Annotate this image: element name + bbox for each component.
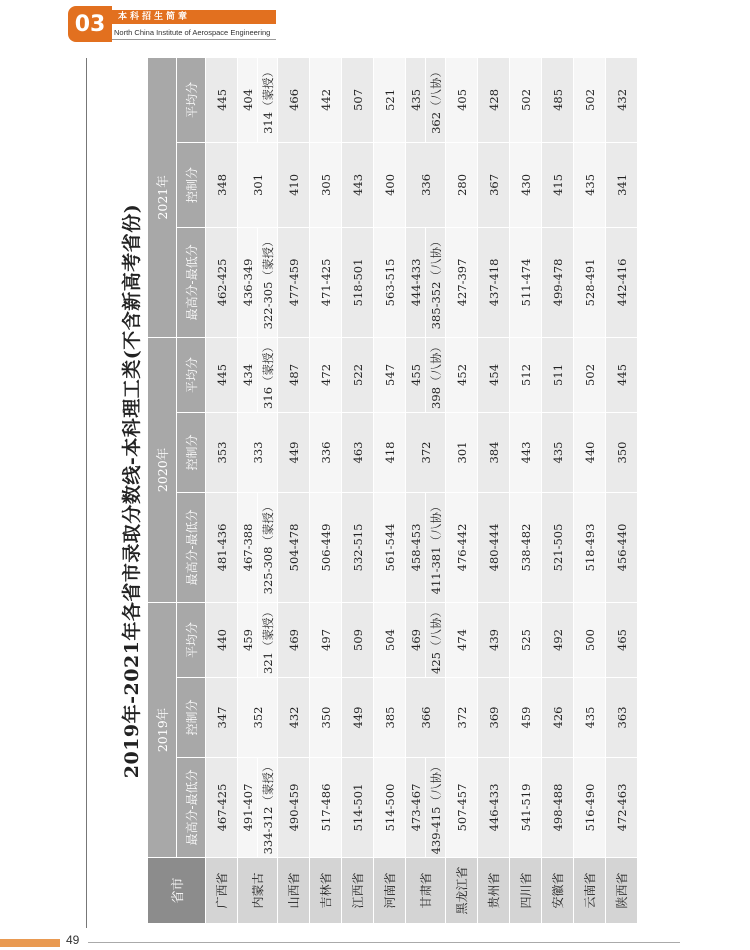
admission-score-table (147, 57, 638, 924)
score-range-cell: 436-349 (238, 227, 258, 337)
average-score-cell: 459 (510, 678, 542, 758)
section-title: 本科招生简章 (112, 10, 276, 24)
score-range-cell: 325-308（蒙授） (258, 492, 278, 602)
average-score-cell: 469 (406, 602, 426, 677)
province-cell: 安徽省 (542, 858, 574, 924)
average-score-cell: 434 (238, 337, 258, 412)
score-range-cell: 481-436 (206, 492, 238, 602)
province-cell: 江西省 (342, 858, 374, 924)
margin-rule (86, 58, 87, 928)
average-score-cell: 507 (342, 57, 374, 142)
average-score-cell: 445 (206, 337, 238, 412)
score-range-cell: 498-488 (542, 758, 574, 858)
average-score-cell: 400 (374, 142, 406, 227)
average-score-cell: 455 (406, 337, 426, 412)
average-score-cell: 497 (310, 602, 342, 677)
score-range-cell: 518-493 (574, 492, 606, 602)
average-score-cell: 418 (374, 412, 406, 492)
average-score-cell: 512 (510, 337, 542, 412)
average-score-cell: 405 (446, 57, 478, 142)
average-score-cell: 439 (478, 602, 510, 677)
average-score-cell: 432 (606, 57, 638, 142)
header-divider (112, 39, 276, 40)
score-range-cell: 477-459 (278, 227, 310, 337)
province-cell: 河南省 (374, 858, 406, 924)
control-score-cell: 352 (238, 678, 278, 758)
average-score-cell: 466 (278, 57, 310, 142)
score-range-cell: 437-418 (478, 227, 510, 337)
average-score-cell: 487 (278, 337, 310, 412)
average-score-cell: 350 (310, 678, 342, 758)
score-range-cell: 476-442 (446, 492, 478, 602)
subheader-average: 平均分 (177, 57, 206, 142)
score-range-cell: 322-305（蒙授） (258, 227, 278, 337)
average-score-cell: 445 (606, 337, 638, 412)
average-score-cell: 415 (542, 142, 574, 227)
score-range-cell: 467-425 (206, 758, 238, 858)
average-score-cell: 463 (342, 412, 374, 492)
average-score-cell: 492 (542, 602, 574, 677)
average-score-cell: 435 (574, 678, 606, 758)
table-row (206, 57, 238, 923)
subheader-range: 最高分-最低分 (177, 492, 206, 602)
score-range-cell: 471-425 (310, 227, 342, 337)
score-range-cell: 458-453 (406, 492, 426, 602)
average-score-cell: 316（蒙授） (258, 337, 278, 412)
average-score-cell: 426 (542, 678, 574, 758)
average-score-cell: 372 (446, 678, 478, 758)
average-score-cell: 369 (478, 678, 510, 758)
table-row (342, 57, 374, 923)
score-range-cell: 538-482 (510, 492, 542, 602)
score-range-cell: 541-519 (510, 758, 542, 858)
average-score-cell: 522 (342, 337, 374, 412)
score-range-cell: 516-490 (574, 758, 606, 858)
score-range-cell: 506-449 (310, 492, 342, 602)
province-cell: 吉林省 (310, 858, 342, 924)
average-score-cell: 502 (510, 57, 542, 142)
average-score-cell: 459 (238, 602, 258, 677)
average-score-cell: 509 (342, 602, 374, 677)
score-range-cell: 467-388 (238, 492, 258, 602)
province-cell: 甘肃省 (406, 858, 446, 924)
average-score-cell: 521 (374, 57, 406, 142)
score-range-cell: 446-433 (478, 758, 510, 858)
score-range-cell: 518-501 (342, 227, 374, 337)
score-range-cell: 490-459 (278, 758, 310, 858)
score-range-cell: 472-463 (606, 758, 638, 858)
average-score-cell: 443 (510, 412, 542, 492)
score-range-cell: 504-478 (278, 492, 310, 602)
average-score-cell: 449 (342, 678, 374, 758)
average-score-cell: 443 (342, 142, 374, 227)
average-score-cell: 469 (278, 602, 310, 677)
average-score-cell: 474 (446, 602, 478, 677)
score-range-cell: 427-397 (446, 227, 478, 337)
control-score-cell: 333 (238, 412, 278, 492)
average-score-cell: 449 (278, 412, 310, 492)
table-row (406, 57, 426, 923)
score-range-cell: 462-425 (206, 227, 238, 337)
table-body (206, 57, 638, 923)
average-score-cell: 435 (406, 57, 426, 142)
table-row (238, 57, 258, 923)
footer-rule (88, 942, 680, 943)
subheader-control: 控制分 (177, 142, 206, 227)
province-cell: 内蒙古 (238, 858, 278, 924)
average-score-cell: 440 (206, 602, 238, 677)
average-score-cell: 435 (542, 412, 574, 492)
average-score-cell: 452 (446, 337, 478, 412)
table-row (278, 57, 310, 923)
score-range-cell: 507-457 (446, 758, 478, 858)
control-score-cell: 372 (406, 412, 446, 492)
score-range-cell: 411-381（八协） (426, 492, 446, 602)
score-range-cell: 456-440 (606, 492, 638, 602)
page-title: 2019年-2021年各省市录取分数线-本科理工类(不含新高考省份) (121, 203, 143, 779)
score-range-cell: 532-515 (342, 492, 374, 602)
province-cell: 广西省 (206, 858, 238, 924)
footer-accent-bar (0, 939, 60, 947)
subheader-range: 最高分-最低分 (177, 758, 206, 858)
score-range-cell: 514-500 (374, 758, 406, 858)
year-header-2021: 2021年 (148, 57, 177, 337)
score-range-cell: 514-501 (342, 758, 374, 858)
province-header: 省市 (148, 858, 206, 924)
score-range-cell: 334-312（蒙授） (258, 758, 278, 858)
province-cell: 陕西省 (606, 858, 638, 924)
year-header-2020: 2020年 (148, 337, 177, 602)
average-score-cell: 454 (478, 337, 510, 412)
score-range-cell: 385-352（八协） (426, 227, 446, 337)
score-range-cell: 442-416 (606, 227, 638, 337)
average-score-cell: 314（蒙授） (258, 57, 278, 142)
page-header (68, 6, 276, 42)
control-score-cell: 366 (406, 678, 446, 758)
institute-name: North China Institute of Aerospace Engineering (114, 28, 271, 37)
table-row (542, 57, 574, 923)
average-score-cell: 485 (542, 57, 574, 142)
rotated-table-area (117, 58, 689, 924)
province-cell: 山西省 (278, 858, 310, 924)
score-range-cell: 561-544 (374, 492, 406, 602)
page-number: 49 (66, 933, 80, 947)
average-score-cell: 350 (606, 412, 638, 492)
average-score-cell: 362（八协） (426, 57, 446, 142)
subheader-control: 控制分 (177, 678, 206, 758)
average-score-cell: 465 (606, 602, 638, 677)
average-score-cell: 367 (478, 142, 510, 227)
table-row (478, 57, 510, 923)
average-score-cell: 321（蒙授） (258, 602, 278, 677)
table-row (446, 57, 478, 923)
average-score-cell: 404 (238, 57, 258, 142)
subheader-control: 控制分 (177, 412, 206, 492)
average-score-cell: 472 (310, 337, 342, 412)
average-score-cell: 305 (310, 142, 342, 227)
average-score-cell: 432 (278, 678, 310, 758)
average-score-cell: 440 (574, 412, 606, 492)
average-score-cell: 347 (206, 678, 238, 758)
average-score-cell: 430 (510, 142, 542, 227)
average-score-cell: 398（八协） (426, 337, 446, 412)
score-range-cell: 499-478 (542, 227, 574, 337)
score-range-cell: 511-474 (510, 227, 542, 337)
average-score-cell: 500 (574, 602, 606, 677)
average-score-cell: 301 (446, 412, 478, 492)
chapter-number: 03 (68, 6, 112, 42)
province-cell: 云南省 (574, 858, 606, 924)
year-header-2019: 2019年 (148, 602, 177, 857)
score-range-cell: 528-491 (574, 227, 606, 337)
score-range-cell: 517-486 (310, 758, 342, 858)
score-range-cell: 444-433 (406, 227, 426, 337)
average-score-cell: 547 (374, 337, 406, 412)
average-score-cell: 280 (446, 142, 478, 227)
province-cell: 黑龙江省 (446, 858, 478, 924)
score-range-cell: 439-415（八协） (426, 758, 446, 858)
score-range-cell: 480-444 (478, 492, 510, 602)
subheader-range: 最高分-最低分 (177, 227, 206, 337)
average-score-cell: 341 (606, 142, 638, 227)
average-score-cell: 385 (374, 678, 406, 758)
average-score-cell: 502 (574, 337, 606, 412)
table-row (510, 57, 542, 923)
average-score-cell: 384 (478, 412, 510, 492)
average-score-cell: 502 (574, 57, 606, 142)
score-range-cell: 563-515 (374, 227, 406, 337)
subheader-average: 平均分 (177, 602, 206, 677)
average-score-cell: 525 (510, 602, 542, 677)
average-score-cell: 348 (206, 142, 238, 227)
average-score-cell: 425（八协） (426, 602, 446, 677)
average-score-cell: 363 (606, 678, 638, 758)
province-cell: 四川省 (510, 858, 542, 924)
average-score-cell: 353 (206, 412, 238, 492)
control-score-cell: 336 (406, 142, 446, 227)
score-range-cell: 521-505 (542, 492, 574, 602)
average-score-cell: 504 (374, 602, 406, 677)
average-score-cell: 435 (574, 142, 606, 227)
score-range-cell: 473-467 (406, 758, 426, 858)
average-score-cell: 445 (206, 57, 238, 142)
table-row (374, 57, 406, 923)
average-score-cell: 336 (310, 412, 342, 492)
average-score-cell: 442 (310, 57, 342, 142)
average-score-cell: 410 (278, 142, 310, 227)
average-score-cell: 511 (542, 337, 574, 412)
control-score-cell: 301 (238, 142, 278, 227)
province-cell: 贵州省 (478, 858, 510, 924)
table-row (310, 57, 342, 923)
table-row (574, 57, 606, 923)
subheader-average: 平均分 (177, 337, 206, 412)
average-score-cell: 428 (478, 57, 510, 142)
table-row (606, 57, 638, 923)
score-range-cell: 491-407 (238, 758, 258, 858)
